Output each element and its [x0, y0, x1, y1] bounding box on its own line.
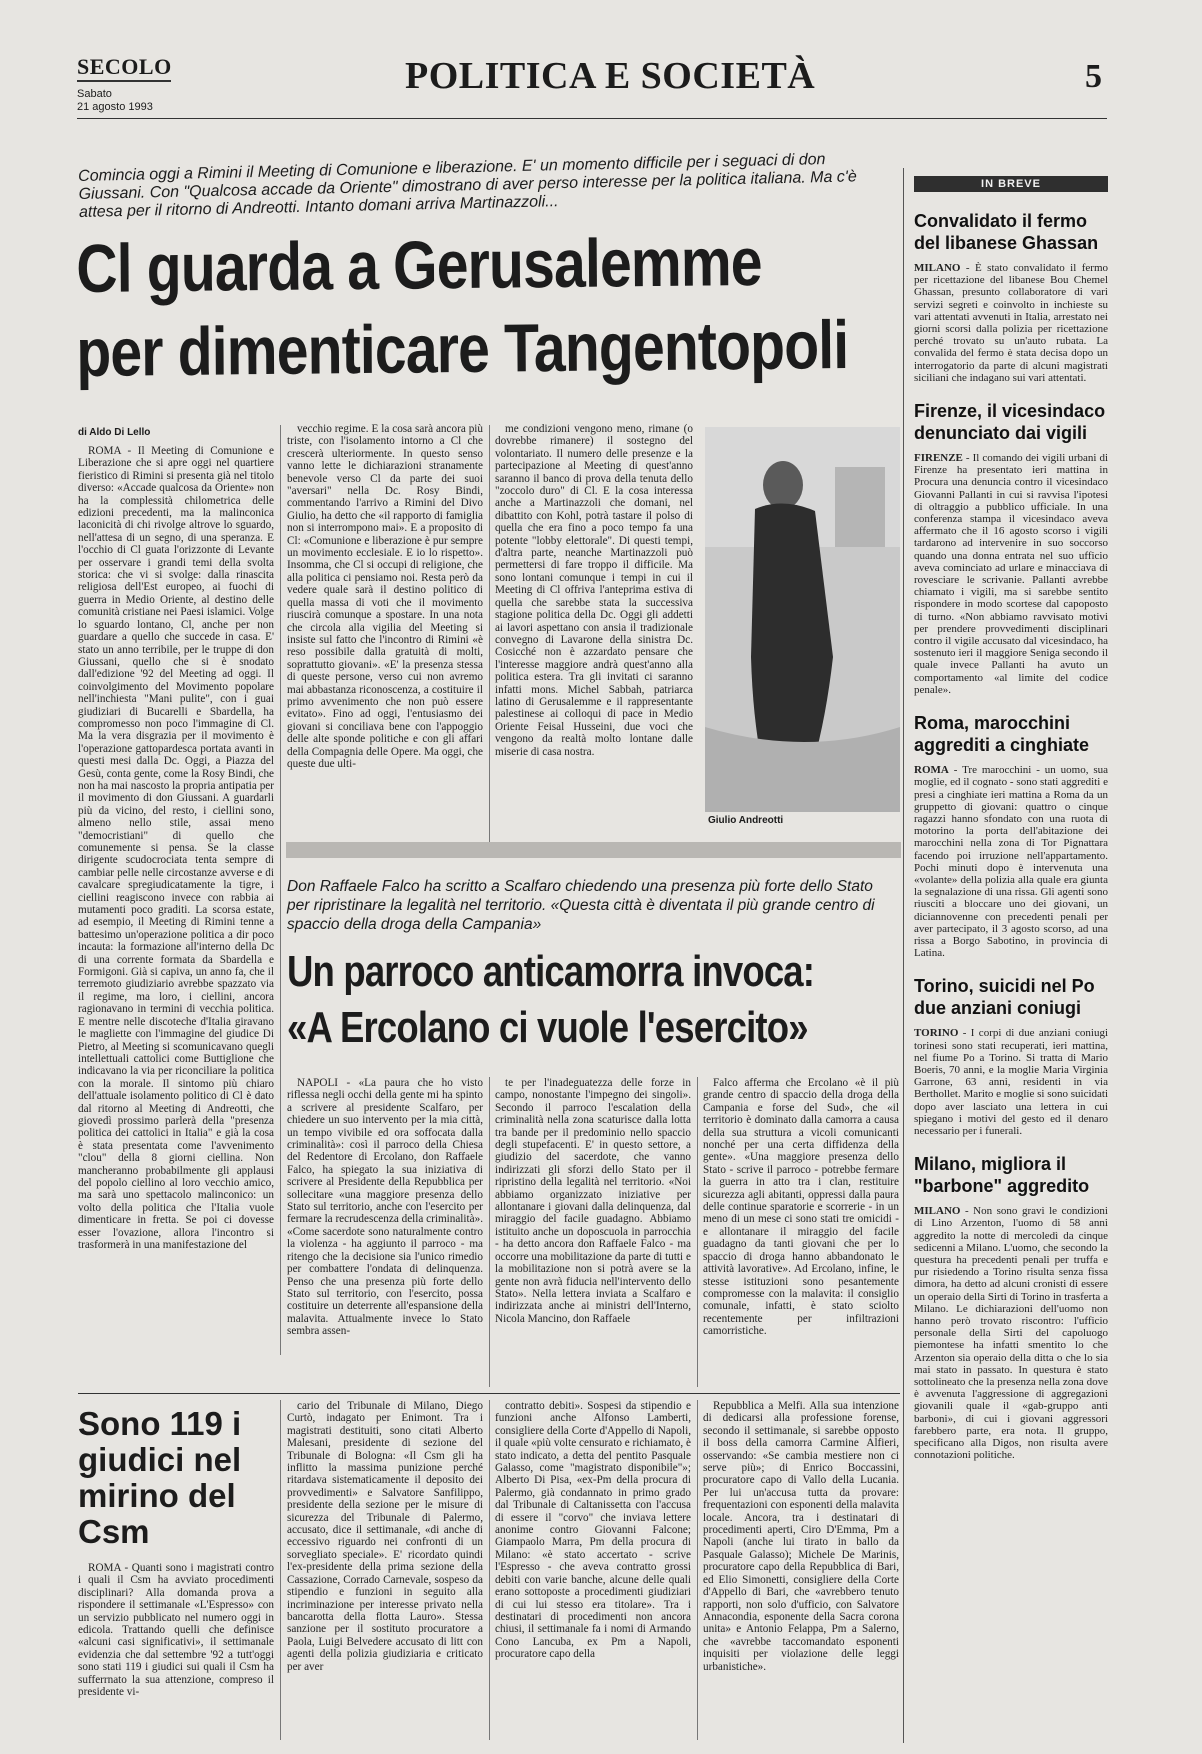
- story3-column-1: [78, 1562, 274, 1742]
- story3-headline: Sono 119 i giudici nel mirino del Csm: [78, 1405, 242, 1550]
- section-title: POLITICA E SOCIETÀ: [405, 55, 816, 97]
- story1-headline-line2: per dimenticare Tangentopoli: [75, 306, 849, 391]
- issue-day: Sabato: [77, 88, 112, 100]
- story2-col1-text: NAPOLI - «La paura che ho visto riflessa negli occhi della gente mi ha spinto a scrivere al presidente Scalfaro, per chiedere un suo intervento per la mia città, un tempo vivibile ed ora soffocata dalla criminalità»: così il parroco della Chiesa del Redentore di Ercolano, don Raffaele Falco, ha spiegato la sua iniziativa di scrivere al Presidente della Repubblica per sollecitare «una maggiore presenza dello Stato sul territorio, anche con l'esercito per fermare la recrudescenza della criminalità». «Come sacerdote sono naturalmente contro la violenza - ha aggiunto il parroco - ma ritengo che la decisione sia l'unico rimedio per combattere l'ondata di delinquenza. Penso che una presenza più forte dello Stato sul territorio, con l'esercito, possa costituire un deterrente all'espansione della malavita. Attualmente invece lo Stato sembra assen-: [287, 1077, 483, 1338]
- brief-text: - Tre marocchini - un uomo, sua moglie, ed il cognato - sono stati aggrediti e presi a cinghiate ieri mattina a Roma da un gruppetto di giovani: quattro o cinque ragazzi hanno sfondato con una ruota di motorino la porta dell'abitazione dei marocchini nella zona di Tor Pignattara facendo poi irruzione nell'appartamento. Pochi minuti dopo è intervenuta una «volante» della polizia alla quale era giunta la segnalazione di una rissa. Gli agenti sono riusciti a bloccare uno dei giovani, un diciannovenne con precedenti penali per aver partecipato, il 3 agosto scorso, ad una rissa a Borgo Sabotino, in provincia di Latina.: [914, 764, 1108, 960]
- story1-kicker: Comincia oggi a Rimini il Meeting di Comunione e liberazione. E' un momento difficile per i seguaci di don Giussani. Con "Qualcosa accade da Oriente" dimostrano di aver perso interesse per la politica italiana. Ma c'è attesa per il ritorno di Andreotti. Intanto domani arriva Martinazzoli...: [78, 151, 857, 221]
- sidebar-divider: [903, 168, 904, 1743]
- brief-text: - È stato convalidato il fermo per ricettazione del libanese Bou Chemel Ghassan, presunto collaboratore di vari servizi segreti e coinvolto in inchieste su vari attentati avvenuti in Italia, arrestato nei giorni scorsi dalla polizia per ricettazione perché trovato su un'auto rubata. La convalida del fermo è stata decisa dopo un interrogatorio da parte di alcuni magistrati siciliani che indagano sui vari attentati.: [914, 262, 1108, 384]
- story3-col2-text: cario del Tribunale di Milano, Diego Curtò, indagato per Enimont. Tra i magistrati destituiti, sono citati Alberto Malesani, presidente di sezione del Tribunale di Bologna: «Il Csm gli ha inflitto la massima punizione perché ritardava sistematicamente il deposito dei provvedimenti» e Salvatore Sanfilippo, presidente della sezione per le misure di sicurezza del Tribunale di Palermo, accusato, dice il settimanale, «di anche di eccessivo riguardo nei confronti di un sorvegliato speciale». E' ricordato quindi l'ex-presidente della prima sezione della Cassazione, Corrado Carnevale, sospeso da stipendio e funzioni in seguito alla incriminazione per interesse privato nella bancarotta della flotta Lauro». Stessa sanzione per il sostituto procuratore a Paola, Luigi Belvedere accusato di litt con agenti della polizia giudiziaria e criticato per aver: [287, 1400, 483, 1673]
- story3-column-2: [287, 1400, 483, 1742]
- brief-dateline: FIRENZE: [914, 452, 963, 465]
- brief-item: [914, 210, 1108, 384]
- brief-body: [914, 1027, 1108, 1137]
- issue-date: 21 agosto 1993: [77, 101, 153, 113]
- brief-text: - Il comando dei vigili urbani di Firenze ha presentato ieri mattina in Procura una denuncia contro il vicesindaco Giovanni Pallanti in cui si ravvisa l'ipotesi di oltraggio a pubblico ufficiale. In una conferenza stampa il vicesindaco aveva affermato che il 16 agosto scorso i vigili tardarono ad intervenire in suo soccorso quando una donna entrata nel suo ufficio aveva cominciato ad urlare e minacciava di rovesciare le scrivanie. Pallanti avrebbe chiamato i vigili, ma si sarebbe sentito rispondere in modo scortese dal capoposto di turno. «Non abbiamo ravvisato motivi per prendere provvedimenti disciplinari contro il vigile accusato dal vicesindaco, ha sostenuto ieri il maggiore Seniga secondo il quale invece Pallanti ha avuto un comportamento «al limite del codice penale».: [914, 452, 1108, 696]
- story1-headline-line1: Cl guarda a Gerusalemme: [75, 223, 762, 307]
- story3-col1-text: ROMA - Quanti sono i magistrati contro i quali il Csm ha avviato procedimenti disciplinari? Alla domanda prova a rispondere il settimanale «L'Espresso» con un servizio pubblicato nel numero oggi in edicola. Trattando quelli che definisce «alcuni casi significativi», il settimanale evidenzia che dal settembre '92 a tutt'oggi sono stati 119 i giudici sui quali il Csm ha sufferrnato la sua attenzione, compreso il presidente vi-: [78, 1562, 274, 1699]
- brief-dateline: TORINO: [914, 1027, 959, 1040]
- page-number: 5: [1085, 58, 1102, 95]
- story2-headline-line1: Un parroco anticamorra invoca:: [287, 947, 815, 996]
- brief-dateline: ROMA: [914, 764, 949, 777]
- brief-text: - I corpi di due anziani coniugi torinesi sono stati recuperati, ieri mattina, nel fiume Po a Torino. Si tratta di Mario Boeris, 70 anni, e la moglie Maria Virginia Garrone, 63 anni, residenti in via Berthollet. Marito e moglie si sono suicidati dopo aver lasciato una lettera in cui spiegano i motivi del gesto ed il denaro necessario per i funerali.: [914, 1027, 1108, 1137]
- brief-body: [914, 764, 1108, 959]
- story1-col2-text: vecchio regime. E la cosa sarà ancora più triste, con l'isolamento intorno a Cl che crescerà ulteriormente. In questo senso vanno lette le dichiarazioni stranamente benevole verso Cl da parte dei suoi "aversari" nella Dc. Rosy Bindi, commentando l'arrivo a Rimini del Divo Giulio, ha detto che «il rapporto di famiglia non si interrompono mai». E a proposito di Cl: «Comunione e liberazione è pur sempre un movimento ecclesiale. E io lo rispetto». Insomma, che Cl si occupi di religione, che alla politica ci pensiamo noi. Resta però da vedere quale sarà il destino politico di quella massa di voti che il movimento riuscirà comunque a spostare. In una nota che circola alla vigilia del Meeting si insiste sul fatto che l'incontro di Rimini «è reso possibile dalla gratuità di molti, soprattutto giovani». «E' la presenza stessa di queste persone, verso cui non avremo mai abbastanza riconoscenza, a costituire il primo avvenimento che non può essere evitato». Fino ad oggi, l'entusiasmo dei giovani si conciliava bene con l'appoggio delle alte sponde politiche e con gli affari della Compagnia delle Opere. Ma oggi, che queste due ulti-: [287, 423, 483, 770]
- story2-col2-text: te per l'inadeguatezza delle forze in campo, nonostante l'impegno dei singoli». Secondo il parroco l'escalation della criminalità nella zona scaturisce dalla lotta tra bande per il predominio nello spaccio degli stupefacenti. E' in questo settore, a giudizio del sacerdote, che vanno indirizzati gli sforzi dello Stato per il ripristino della legalità nel territorio. «Noi abbiamo organizzato iniziative per allontanare i giovani dalla delinquenza, dal miraggio del facile guadagno. Abbiamo istituito anche un doposcuola in parrocchia - ha detto ancora don Raffaele Falco - ma occorre una mobilitazione da parte di tutti e la mobilitazione non si potrà avere se la gente non avrà fiducia nell'intervento dello Stato». Nella lettera inviata a Scalfaro e indirizzata anche ai ministri dell'Interno, Nicola Mancino, don Raffaele: [495, 1077, 691, 1325]
- brief-body: [914, 1205, 1108, 1461]
- paper-logo: SECOLO: [77, 54, 172, 79]
- brief-title: Milano, migliora il "barbone" aggredito: [914, 1154, 1090, 1197]
- story3-column-4: [703, 1400, 899, 1742]
- story2-col3-text: Falco afferma che Ercolano «è il più grande centro di spaccio della droga della Campania e forse del Sud», che «il territorio è dominato dalla camorra a causa della sua struttura a vicoli comunicanti nonché per una certa diffidenza della gente». «Una maggiore presenza dello Stato - scrive il parroco - potrebbe fermare la guerra in atto tra i clan, restituire sicurezza agli abitanti, oppressi dalla paura delle continue sparatorie e scorrerie - in un meno di un mese ci sono stati tre omicidi - e allontanare il miraggio del facile guadagno da tanti giovani che per lo spaccio di droga hanno abbandonato le attività lavorative». Ad Ercolano, infine, le stesse istituzioni sono pesantemente compromesse con la malavita: il consiglio comunale, infatti, è stato sciolto recentemente per infiltrazioni camorristiche.: [703, 1077, 899, 1338]
- story1-col1-text: ROMA - Il Meeting di Comunione e Liberazione che si apre oggi nel quartiere fieristico di Rimini si presenta già nel titolo diverso: «Accade qualcosa da Oriente» non ha la complessità chilometrica delle edizioni precedenti, ma la malinconica laconicità di chi rivolge altrove lo sguardo, nell'attesa di un segno, di una speranza. E l'occhio di Cl guata l'orizzonte di Levante per osservare i grandi temi della svolta storica: che vi si svolge: dalla rinascita religiosa dell'Est europeo, ai fuochi di guerra in Medio Oriente, al destino delle comunità cristiane nei Paesi islamici. Volge lo sguardo lontano, Cl, anche per non guardare a quello che succede in casa. E' stato un anno terribile, per le truppe di don Giussani, quello che si è snodato dall'edizione '92 del Meeting ad oggi. Il coinvolgimento del Movimento popolare nell'inchiesta "Mani pulite", con i guai giudiziari di Bucarelli e Sbardella, ha compromesso non poco l'immagine di Cl. Ma la vera disgrazia per il movimento è l'operazione gattopardesca portata avanti in questi mesi dalla Dc. Oggi, a Piazza del Gesù, conta gente, come la Rosy Bindi, che non ha mai nascosto la propria antipatia per il movimento di don Giussani. A guardarli più da vicino, del resto, i ciellini sono, almeno nello stile, assai meno "democristiani" di quello che comunemente si pensa. Se la classe dirigente scudocrociata tenta sempre di cambiar pelle nelle circostanze avverse e di cavalcare spregiudicatamente la tigre, i ciellini reagiscono invece con rabbia ai mutamenti poco graditi. La scorsa estate, ad esempio, il Meeting di Rimini tenne a battesimo un'operazione politica a dir poco incauta: la formazione all'interno della Dc di una corrente formata da Sbardella e Formigoni. Già si capiva, un anno fa, che il terremoto giudiziario avrebbe spazzato via il regime, ma loro, i ciellini, ancora ragionavano in termini di vecchia politica. E mentre nelle discoteche d'Italia giravano le magliette con l'immagine del giudice Di Pietro, al Meeting si scomunicavano quegli intellettuali cattolici come Buttiglione che indicavano la via per riconciliare la politica con la morale. Il sintomo più chiaro dell'attuale isolamento politico di Cl è dato dal ritorno al Meeting di Andreotti, che giovedì prossimo parlerà della "presenza politica dei cattolici in Italia" e già la cosa è stata presentata come l'avvenimento "clou" della 8 giorni ciellina. Non mancheranno probabilmente gli applausi del popolo ciellino al loro vecchio amico, ma sarà uno spettacolo malinconico: un volto della politica che l'Italia vuole dimenticare in fretta. Se poi ci dovesse esser l'ovazione, allora l'incontro si trasformerà in una manifestazione del: [78, 445, 274, 1251]
- story2-headline-line2: «A Ercolano ci vuole l'esercito»: [287, 1003, 808, 1052]
- column-divider: [489, 1400, 490, 1740]
- brief-item: [914, 1153, 1108, 1461]
- sidebar-header: IN BREVE: [914, 176, 1108, 192]
- story3-col3-text: contratto debiti». Sospesi da stipendio e funzioni anche Alfonso Lamberti, consigliere della Corte d'Appello di Napoli, il quale «più volte censurato e richiamato, è stato indicato, a detta del pentito Pasquale Galasso, come "magistrato disponibile"»; Alberto Di Pisa, «ex-Pm della procura di Palermo, già condannato in primo grado dal Tribunale di Caltanissetta con l'accusa di essere il "corvo" che inviava lettere anonime contro Giovanni Falcone; Giampaolo Marra, Pm della procura di Milano: «è stato accertato - scrive l'Espresso - che aveva contratto grossi debiti con varie banche, alcune delle quali erano sottoposte a procedimenti giudiziari di cui lui stesso era titolare». Tra i destinatari di procedimenti non ancora chiusi, il settimanale fa i nomi di Armando Cono Lancuba, ex Pm a Napoli, procuratore capo della: [495, 1400, 691, 1661]
- brief-body: [914, 452, 1108, 696]
- column-divider: [280, 1400, 281, 1740]
- brief-title: Torino, suicidi nel Po due anziani coniugi: [914, 976, 1095, 1019]
- story1-col3-text: me condizioni vengono meno, rimane (o dovrebbe rimanere) il sostegno del volontariato. Il numero delle presenze e la partecipazione al Meeting di quest'anno saranno il banco di prova della tenuta dello "zoccolo duro" di Cl. E la cosa interessa anche a Martinazzoli che domani, nel dibattito con Kohl, potrà tastare il polso di quella che era fino a poco tempo fa una potente "lobby elettorale". Di questi tempi, d'altra parte, neanche Martinazzoli può permettersi di fare troppo il difficile. Ma sono lontani comunque i tempi in cui il Meeting di Cl offriva l'anteprima estiva di quella che sarebbe stata la successiva stagione politica della Dc. Oggi gli addetti ai lavori aspettano con ansia il tradizionale convegno di Lavarone della sinistra Dc. Cosicché non è azzardato pensare che l'interesse maggiore andrà quest'anno alla politica estera. Tra gli invitati ci saranno infatti mons. Michel Sabbah, patriarca latino di Gerusalemme e il rappresentante palestinese ai colloqui di pace in Medio Oriente Feisal Husseini, due voci che vengono da realtà molto lontane dalle miserie di casa nostra.: [495, 423, 693, 758]
- brief-item: [914, 975, 1108, 1137]
- brief-title: Roma, marocchini aggrediti a cinghiate: [914, 713, 1090, 756]
- story1-byline: di Aldo Di Lello: [78, 427, 151, 438]
- brief-item: [914, 712, 1108, 959]
- brief-dateline: MILANO: [914, 1205, 961, 1218]
- brief-title: Convalidato il fermo del libanese Ghassan: [914, 211, 1099, 253]
- photo-caption: Giulio Andreotti: [708, 815, 784, 826]
- brief-title: Firenze, il vicesindaco denunciato dai vigili: [914, 401, 1106, 444]
- story3-col4-text: Repubblica a Melfi. Alla sua intenzione di dedicarsi alla professione forense, secondo il settimanale, si sarebbe opposto il boss della camorra Carmine Alfieri, osservando: «Se cambia mestiere non ci serve più»; di Enrico Boccassini, procuratore capo di Vallo della Lucania. Per lui un'accusa tutta da provare: frequentazioni con esponenti della malavita locale. Ancora, tra i destinatari di procedimenti aperti, Ciro D'Emma, Pm a Napoli (anche lui tirato in ballo da Pasquale Galasso); Michele De Marinis, procuratore capo della Repubblica di Bari, ed Elio Simonetti, consigliere della Corte d'Appello di Bari, che «avrebbero tenuto rapporti, non solo d'ufficio, con Salvatore Annacondia, esponente della Sacra corona unita» e Antonio Felappa, Pm a Salerno, che «avrebbe taccomandato esponenti inquisiti per violazione delle leggi urbanistiche».: [703, 1400, 899, 1673]
- brief-text: - Non sono gravi le condizioni di Lino Arzenton, l'uomo di 58 anni aggredito la notte di mercoledì da cinque sedicenni a Milano. L'uomo, che secondo la questura ha precedenti penali per truffa e pur risiedendo a Torino risulta senza fissa dimora, ha detto ad alcuni cronisti di essere un operaio della Sirti di Torino in trasferta a Milano. Le dichiarazioni dell'uomo non hanno però trovato riscontro: l'ufficio personale della Sirti del capoluogo piemontese ha infatti smentito lo che Arzenton sia operaio della ditta o che lo sia mai stato in passato. In questura è stato sottolineato che la presenza nella zona dove è avvenuta l'aggressione di aggregazioni giovanili quale il «gab-gruppo anti barboni», di cui i giovani aggressori farebbero parte, era nota. Il gruppo, specificano alla Digos, non risulta avere connotazioni politiche.: [914, 1205, 1108, 1462]
- column-divider: [697, 1400, 698, 1740]
- brief-body: [914, 262, 1108, 384]
- brief-item: [914, 400, 1108, 696]
- story2-kicker: Don Raffaele Falco ha scritto a Scalfaro chiedendo una presenza più forte dello Stato per ripristinare la legalità nel territorio. «Questa città è diventata il più grande centro di spaccio della droga della Campania»: [287, 878, 875, 933]
- story3-column-3: [495, 1400, 691, 1742]
- sidebar-in-breve: [914, 176, 1108, 1742]
- brief-dateline: MILANO: [914, 262, 961, 274]
